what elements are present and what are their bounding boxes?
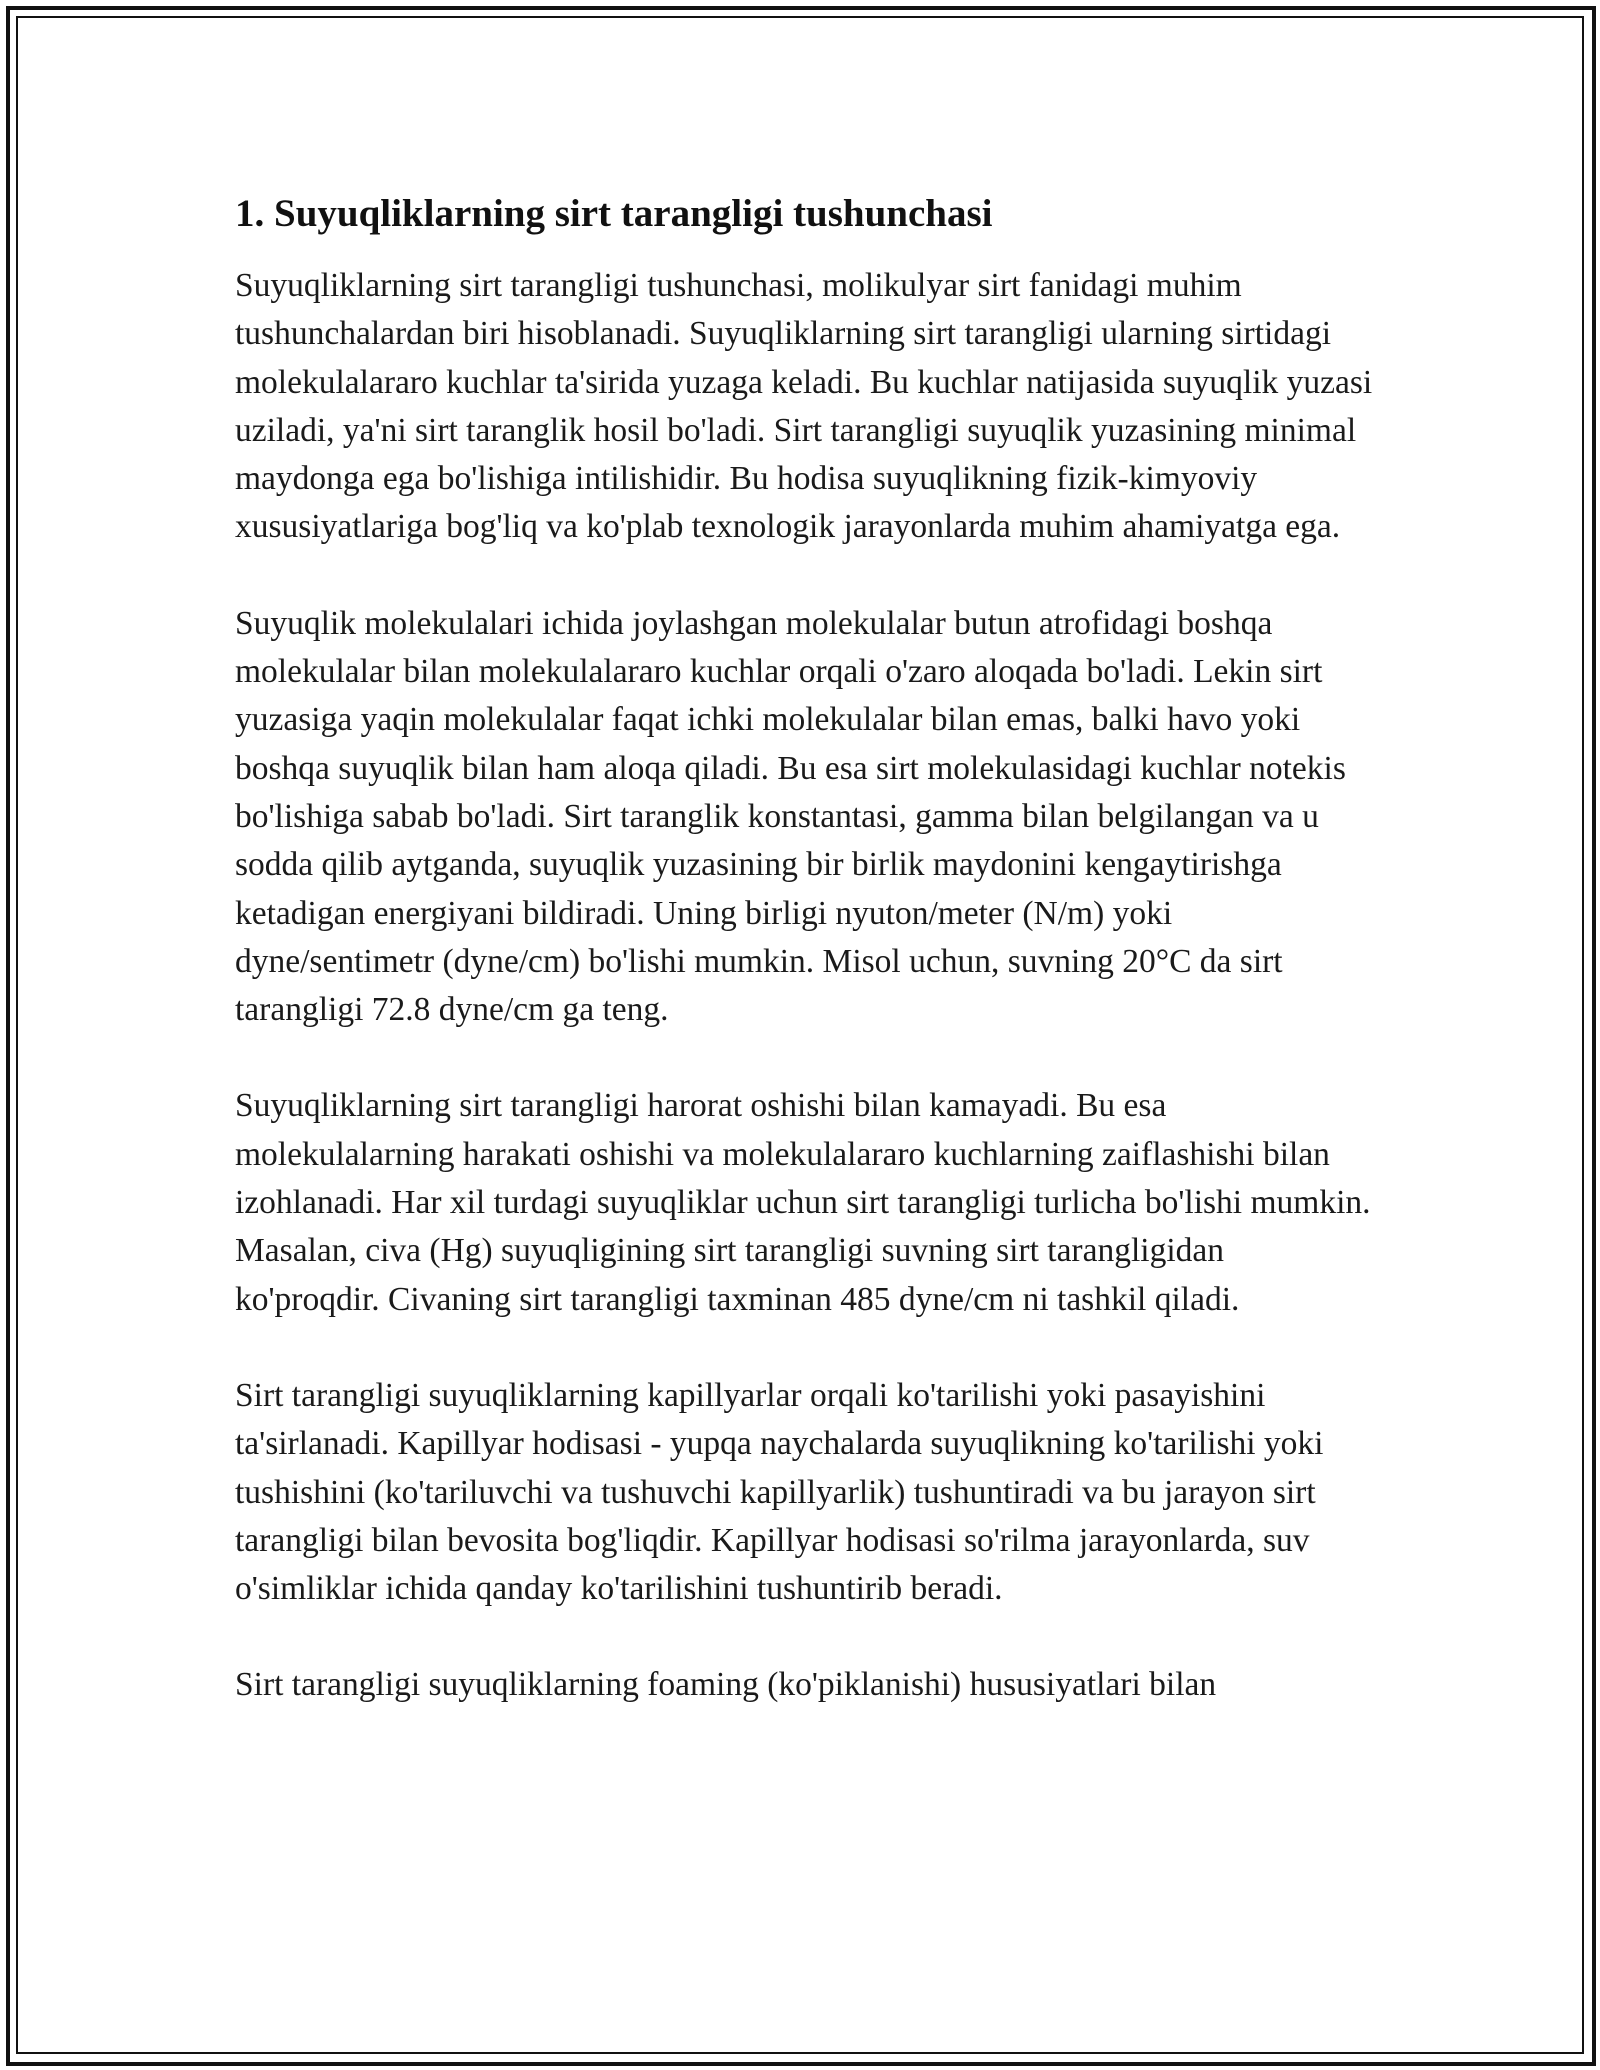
section-heading: 1. Suyuqliklarning sirt tarangligi tushunchasi — [235, 192, 993, 235]
paragraph-5: Sirt tarangligi suyuqliklarning foaming (ko'piklanishi) hususiyatlari bilan — [235, 1666, 1217, 1704]
paragraph-2: Suyuqlik molekulalari ichida joylashgan molekulalar butun atrofidagi boshqa molekulalar bilan molekulalararo kuchlar orqali o'zaro aloqada bo'ladi. Lekin sirt yuzasiga yaqin molekulalar faqat ichki molekulalar bilan emas, balki havo yoki boshqa suyuqlik bilan ham aloqa qiladi. Bu esa sirt molekulasidagi kuchlar notekis bo'lishiga sabab bo'ladi. Sirt taranglik konstantasi, gamma bilan belgilangan va u sodda qilib aytganda, suyuqlik yuzasining bir birlik maydonini kengaytirishga ketadigan energiyani bildiradi. Uning birligi nyuton/meter (N/m) yoki dyne/sentimetr (dyne/cm) bo'lishi mumkin. Misol uchun, suvning 20°C da sirt tarangligi 72.8 dyne/cm ga teng. — [235, 604, 1346, 1029]
document-body — [235, 186, 1375, 1758]
paragraph-4: Sirt tarangligi suyuqliklarning kapillyarlar orqali ko'tarilishi yoki pasayishini ta'sirlanadi. Kapillyar hodisasi - yupqa naychalarda suyuqlikning ko'tarilishi yoki tushishini (ko'tariluvchi va tushuvchi kapillyarlik) tushuntiradi va bu jarayon sirt tarangligi bilan bevosita bog'liqdir. Kapillyar hodisasi so'rilma jarayonlarda, suv o'simliklar ichida qanday ko'tarilishini tushuntirib beradi. — [235, 1376, 1324, 1608]
paragraph-3: Suyuqliklarning sirt tarangligi harorat oshishi bilan kamayadi. Bu esa molekulalarning harakati oshishi va molekulalararo kuchlarning zaiflashishi bilan izohlanadi. Har xil turdagi suyuqliklar uchun sirt tarangligi turlicha bo'lishi mumkin. Masalan, civa (Hg) suyuqligining sirt tarangligi suvning sirt tarangligidan ko'proqdir. Civaning sirt tarangligi taxminan 485 dyne/cm ni tashkil qiladi. — [235, 1087, 1371, 1318]
paragraph-1: Suyuqliklarning sirt tarangligi tushunchasi, molikulyar sirt fanidagi muhim tushunchalardan biri hisoblanadi. Suyuqliklarning sirt tarangligi ularning sirtidagi molekulalararo kuchlar ta'sirida yuzaga keladi. Bu kuchlar natijasida suyuqlik yuzasi uziladi, ya'ni sirt taranglik hosil bo'ladi. Sirt tarangligi suyuqlik yuzasining minimal maydonga ega bo'lishiga intilishidir. Bu hodisa suyuqlikning fizik-kimyoviy xususiyatlariga bog'liq va ko'plab texnologik jarayonlarda muhim ahamiyatga ega. — [235, 267, 1373, 546]
